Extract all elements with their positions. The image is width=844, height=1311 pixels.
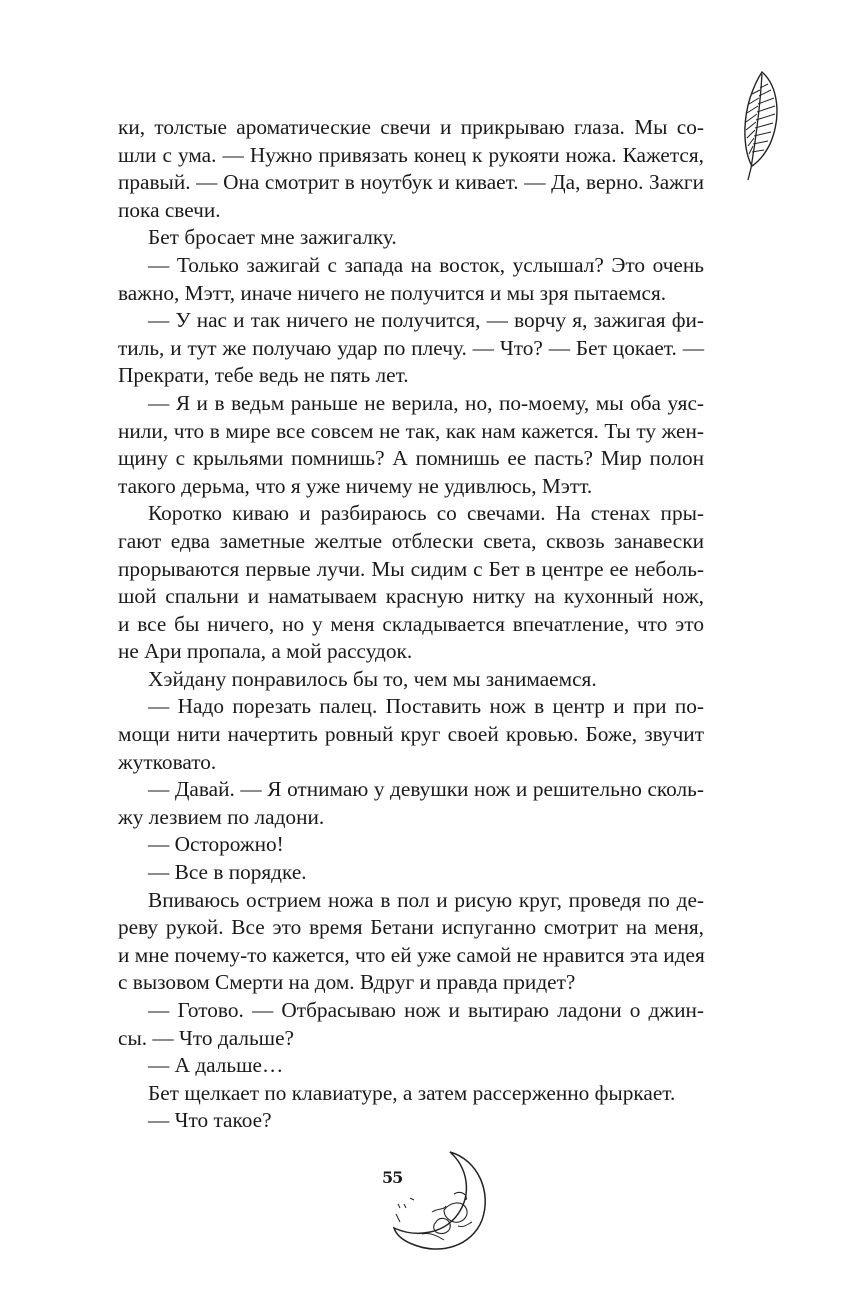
text-line: щину с крыльями помнишь? А помнишь ее пасть? Мир полон: [118, 446, 704, 471]
text-line: Бет щелкает по клавиатуре, а затем рассерженно фыркает.: [148, 1080, 676, 1105]
text-line: нили, что в мире все совсем не так, как нам кажется. Ты ту жен-: [118, 418, 704, 443]
text-line: мощи нити начертить ровный круг своей кровью. Боже, звучит: [118, 722, 704, 747]
page-number: 55: [382, 1168, 403, 1187]
text-line: пока свечи.: [118, 197, 221, 222]
text-line: такого дерьма, что я уже ничему не удивлюсь, Мэтт.: [118, 473, 593, 498]
text-line: и все бы ничего, но у меня складывается впечатление, что это: [118, 611, 704, 636]
text-line: тиль, и тут же получаю удар по плечу. — Что? — Бет цокает. —: [118, 335, 704, 360]
text-line: ки, толстые ароматические свечи и прикрываю глаза. Мы со-: [118, 115, 704, 139]
text-line: — Я и в ведьм раньше не верила, но, по-моему, мы оба уяс-: [148, 390, 704, 415]
text-line: — Давай. — Я отнимаю у девушки нож и решительно сколь-: [148, 777, 704, 802]
text-line: — Надо порезать палец. Поставить нож в центр и при по-: [148, 694, 704, 719]
text-line: гают едва заметные желтые отблески света, сквозь занавески: [118, 528, 704, 553]
text-line: шой спальни и наматываем красную нитку на кухонный нож,: [118, 584, 704, 609]
text-line: жутковато.: [118, 749, 217, 774]
text-line: жу лезвием по ладони.: [118, 804, 325, 829]
text-line: Впиваюсь острием ножа в пол и рисую круг, проведя по де-: [148, 887, 704, 912]
text-line: — Что такое?: [148, 1108, 272, 1133]
text-line: Коротко киваю и разбираюсь со свечами. На стенах пры-: [148, 501, 704, 526]
text-line: с вызовом Смерти на дом. Вдруг и правда придет?: [118, 970, 576, 995]
text-line: не Ари пропала, а мой рассудок.: [118, 639, 413, 664]
text-line: и мне почему-то кажется, что ей уже самой не нравится эта идея: [118, 942, 705, 967]
text-line: — Готово. — Отбрасываю нож и вытираю ладони о джин-: [148, 998, 704, 1022]
crescent-moon-icon: [392, 1148, 496, 1256]
text-line: прорываются первые лучи. Мы сидим с Бет в центре ее неболь-: [118, 556, 704, 581]
text-line: — Все в порядке.: [148, 860, 307, 885]
text-line: Хэйдану понравилось бы то, чем мы занимаемся.: [148, 666, 597, 691]
text-line: — Осторожно!: [148, 832, 284, 857]
body-text: [118, 114, 704, 1135]
feather-icon: [738, 68, 784, 184]
text-line: Бет бросает мне зажигалку.: [148, 225, 397, 250]
text-line: Прекрати, тебе ведь не пять лет.: [118, 363, 409, 388]
text-line: правый. — Она смотрит в ноутбук и кивает. — Да, верно. Зажги: [118, 170, 704, 195]
text-line: — А дальше…: [148, 1053, 284, 1078]
text-line: важно, Мэтт, иначе ничего не получится и мы зря пытаемся.: [118, 280, 667, 305]
text-line: реву рукой. Все это время Бетани испуганно смотрит на меня,: [118, 915, 704, 940]
text-line: — У нас и так ничего не получится, — ворчу я, зажигая фи-: [148, 308, 704, 333]
text-line: шли с ума. — Нужно привязать конец к рукояти ножа. Кажется,: [118, 142, 704, 167]
text-line: — Только зажигай с запада на восток, услышал? Это очень: [148, 252, 704, 277]
text-line: сы. — Что дальше?: [118, 1025, 294, 1050]
